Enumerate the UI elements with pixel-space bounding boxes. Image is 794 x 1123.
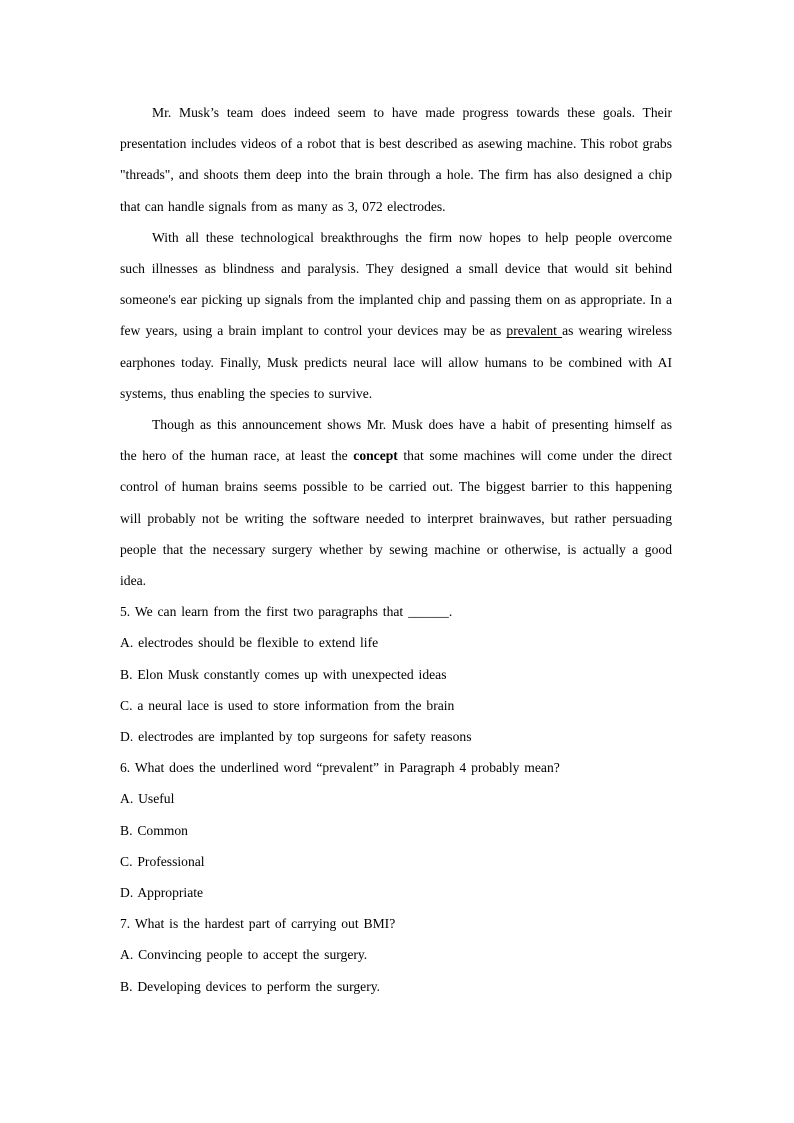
bold-word-concept: concept: [353, 448, 398, 464]
question-5-option-b: B. Elon Musk constantly comes up with unexpected ideas: [120, 666, 447, 682]
question-7-option-b: B. Developing devices to perform the surgery.: [120, 978, 381, 994]
paragraph-2: [120, 222, 672, 409]
paragraph-2-text-end: as wearing wireless earphones today. Finally, Musk predicts neural lace will allow humans to be combined with AI systems, thus enabling the species to survive.: [120, 323, 672, 401]
question-6-option-c: C. Professional: [120, 853, 205, 869]
underlined-word-prevalent: prevalent: [506, 323, 563, 339]
paragraph-2-text-start: With all these technological breakthroughs the firm now hopes to help people overcome such illnesses as blindness and paralysis. They designed a small device that would sit behind someone's ear picking up signals from the implanted chip and passing them on as appropriate. In a few years, using a brain implant to control your devices may be as: [120, 229, 672, 339]
question-6-option-a: A. Useful: [120, 791, 175, 807]
paragraph-3-text-start: Though as this announcement shows Mr. Musk does have a habit of presenting himself as the hero of the human race, at least the: [120, 417, 672, 464]
question-5-option-a: A. electrodes should be flexible to extend life: [120, 635, 379, 651]
question-5-option-d: D. electrodes are implanted by top surgeons for safety reasons: [120, 729, 472, 745]
question-5-option-c: C. a neural lace is used to store information from the brain: [120, 697, 455, 713]
question-6: [120, 752, 672, 908]
question-5: [120, 596, 672, 752]
question-7: [120, 908, 672, 1002]
question-5-stem: 5. We can learn from the first two paragraphs that ______.: [120, 604, 453, 620]
paragraph-3: [120, 409, 672, 596]
paragraph-3-text-end: that some machines will come under the direct control of human brains seems possible to be carried out. The biggest barrier to this happening will probably not be writing the software needed to interpret brainwaves, but rather persuading people that the necessary surgery whether by sewing machine or otherwise, is actually a good idea.: [120, 448, 672, 589]
question-6-option-d: D. Appropriate: [120, 885, 204, 901]
question-7-stem: 7. What is the hardest part of carrying out BMI?: [120, 916, 396, 932]
question-6-stem: 6. What does the underlined word “prevalent” in Paragraph 4 probably mean?: [120, 760, 560, 776]
document-page: [120, 97, 672, 1002]
paragraph-1: Mr. Musk’s team does indeed seem to have made progress towards these goals. Their presentation includes videos of a robot that is best described as asewing machine. This robot grabs "threads", and shoots them deep into the brain through a hole. The firm has also designed a chip that can handle signals from as many as 3, 072 electrodes.: [120, 105, 672, 214]
question-6-option-b: B. Common: [120, 822, 188, 838]
question-7-option-a: A. Convincing people to accept the surgery.: [120, 947, 368, 963]
